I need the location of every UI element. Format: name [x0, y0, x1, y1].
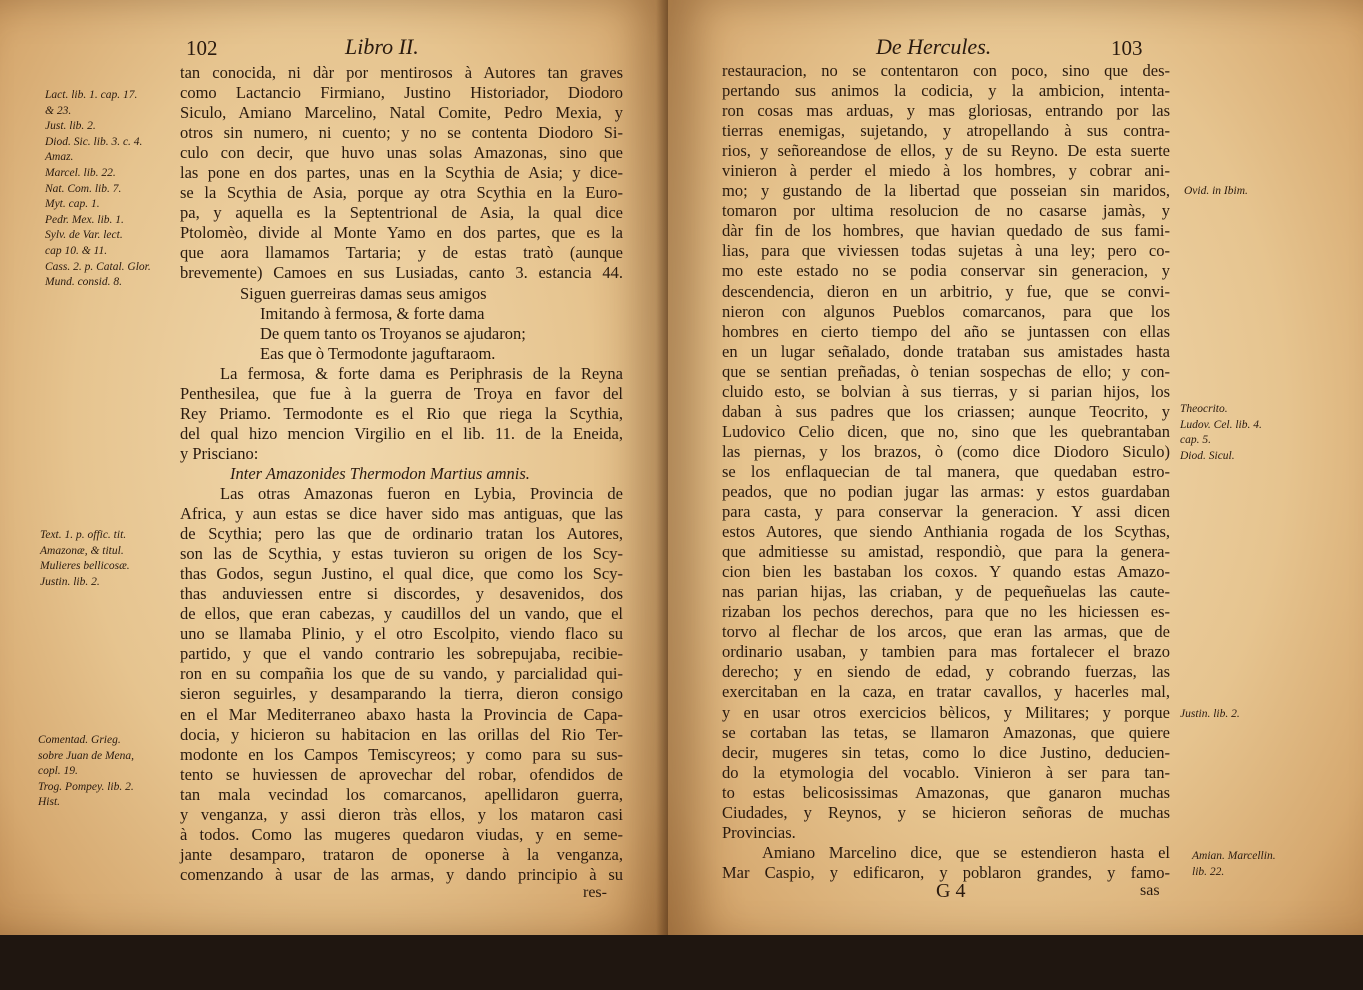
text-line: cap 10. & 11. [45, 244, 108, 257]
running-head: De Hercules. [876, 34, 992, 59]
text-line: Diod. Sic. lib. 3. c. 4. [45, 135, 143, 148]
text-line: Hist. [38, 796, 61, 809]
text-line: & 23. [45, 104, 72, 117]
text-line: mo; y gustando de la libertad que posseian sin maridos, [722, 181, 1170, 201]
signature-mark: G 4 [936, 880, 966, 902]
text-line: rizaban los pechos derechos, para que no les hiciessen es- [722, 602, 1170, 622]
text-line: Just. lib. 2. [45, 120, 96, 133]
text-line: se los enflaquecian de tal manera, que quedaban estro- [722, 461, 1170, 481]
text-line: Mulieres bellicosæ. [40, 560, 130, 573]
text-line: Amian. Marcellin. [1192, 850, 1276, 862]
text-line: y Prisciano: [180, 443, 259, 463]
text-line: Provincias. [722, 822, 796, 842]
text-line: thas anduviessen entre si discordes, y desavenidos, dos [180, 584, 623, 604]
text-line: las pone en dos partes, unas en la Scythia de Asia; y dice- [180, 163, 623, 183]
text-line: estos Autores, que siendo Anthiania rogada de los Scythas, [722, 522, 1170, 542]
text-line: se la Scythia de Asia, porque ay otra Scythia en la Euro- [180, 183, 623, 203]
text-line: tierras enemigas, sujetando, y atropellando à sus contra- [722, 121, 1170, 141]
text-line: jante desamparo, trataron de oponerse à la venganza, [180, 844, 623, 864]
text-line: culo con decir, que huvo unas solas Amazonas, sino que [180, 143, 623, 163]
text-line: nas parian hijas, las criaban, y de pequeñuelas las caute- [722, 582, 1170, 602]
text-line: Pedr. Mex. lib. 1. [45, 213, 124, 226]
text-line: Imitando à fermosa, & forte dama [260, 303, 485, 323]
text-line: que aora llamamos Tartaria; y de estas tratò (aunque [180, 243, 623, 263]
text-line: las piernas, y los brazos, ò (como dice Diodoro Siculo) [722, 441, 1170, 461]
text-line: Siculo, Amiano Marcelino, Natal Comite, Pedro Mexia, y [180, 103, 623, 123]
running-head: Libro II. [345, 34, 419, 59]
text-line: tomaron por ultima resolucion de no casarse jamàs, y [722, 201, 1170, 221]
margin-note [38, 733, 134, 811]
text-line: en el Mar Mediterraneo abaxo hasta la Provincia de Capa- [180, 704, 623, 724]
text-line: pa, y aquella es la Septentrional de Asia, la qual dice [180, 203, 623, 223]
text-line: Mar Caspio, y edificaron, y poblaron grandes, y famo- [722, 862, 1170, 882]
text-line: Las otras Amazonas fueron en Lybia, Provincia de [220, 483, 623, 503]
margin-note [1180, 402, 1262, 464]
text-line: dàr fin de los hombres, que havian quedado de sus fami- [722, 221, 1170, 241]
text-line: cluido esto, se bolvian à sus tierras, y si parian hijos, los [722, 381, 1170, 401]
text-line: Rey Priamo. Termodonte es el Rio que riega la Scythia, [180, 403, 623, 423]
text-line: vinieron à perder el miedo à los hombres, y cobrar ani- [722, 161, 1170, 181]
text-line: pertando sus animos la codicia, y la ambicion, intenta- [722, 81, 1170, 101]
text-line: Amaz. [45, 151, 74, 164]
text-line: Lact. lib. 1. cap. 17. [45, 89, 138, 101]
text-line: Siguen guerreiras damas seus amigos [240, 283, 487, 303]
text-line: Ludovico Celio dicen, que no, sino que les quebrantaban [722, 421, 1170, 441]
text-line: tan conocida, ni dàr por mentirosos à Autores tan graves [180, 63, 623, 82]
text-line: ordinario usaban, y tambien para mas fortalecer el brazo [722, 642, 1170, 662]
text-line: se cortaban las tetas, se llamaron Amazonas, que quiere [722, 722, 1170, 742]
text-line: Marcel. lib. 22. [45, 166, 116, 179]
text-line: hombres en cierto tiempo del año se juntassen con ellas [722, 321, 1170, 341]
text-line: copl. 19. [38, 765, 78, 778]
text-line: De quem tanto os Troyanos se ajudaron; [260, 323, 526, 343]
text-line: Ptolomèo, divide al Monte Yamo en dos partes, que es la [180, 223, 623, 243]
page-number: 102 [186, 36, 218, 60]
margin-note [1180, 707, 1240, 723]
text-line: brevemente) Camoes en sus Lusiadas, canto 3. estancia 44. [180, 263, 623, 283]
text-line: mo este estado no se podia conservar sin generacion, y [722, 261, 1170, 281]
text-line: sieron seguirles, y desamparando la tierra, dieron consigo [180, 684, 623, 704]
text-line: Inter Amazonides Thermodon Martius amnis. [230, 463, 530, 483]
text-line: para casta, y para conservar la generacion. Y assi dicen [722, 502, 1170, 522]
text-line: Ludov. Cel. lib. 4. [1180, 418, 1262, 431]
text-line: peados, que no podian jugar las armas: y estos guardaban [722, 481, 1170, 501]
margin-note [40, 528, 130, 590]
text-line: rios, y señoreandose de ellos, y de su Reyno. De esta suerte [722, 141, 1170, 161]
text-line: y venganza, y assi dieron tràs ellos, y los mataron casi [180, 804, 623, 824]
body-text [180, 63, 623, 885]
text-line: que se sentian preñadas, ò tenian sospechas de ello; y con- [722, 361, 1170, 381]
text-line: tento se huviessen de aprovechar del robar, ofendidos de [180, 764, 623, 784]
text-line: La fermosa, & forte dama es Periphrasis de la Reyna [220, 363, 623, 383]
text-line: sobre Juan de Mena, [38, 749, 135, 762]
text-line: do la etymologia del vocablo. Vinieron à ser para tan- [722, 762, 1170, 782]
text-line: decir, mugeres sin tetas, como lo dice Justino, deducien- [722, 742, 1170, 762]
text-line: Cass. 2. p. Catal. Glor. [45, 260, 151, 273]
text-line: ron cosas mas arduas, y mas gloriosas, entrando por las [722, 101, 1170, 121]
text-line: docia, y hicieron su habitacion en las orillas del Rio Ter- [180, 724, 623, 744]
text-line: Trog. Pompey. lib. 2. [38, 780, 134, 793]
text-line: que admitiesse su amistad, respondiò, que para la genera- [722, 542, 1170, 562]
text-line: lias, para que viviessen todas sujetas à una ley; pero co- [722, 241, 1170, 261]
text-line: Diod. Sicul. [1180, 449, 1235, 462]
text-line: ron en su compañia los que de su vando, y parcialidad qui- [180, 664, 623, 684]
text-line: como Lactancio Firmiano, Justino Historiador, Diodoro [180, 83, 623, 103]
text-line: Theocrito. [1180, 403, 1228, 415]
text-line: cion bien les bastaban los coxos. Y quando estas Amazo- [722, 562, 1170, 582]
right-page [668, 0, 1363, 945]
text-line: Myt. cap. 1. [45, 198, 100, 211]
text-line: derecho; y en siendo de edad, y cobrando fuerzas, las [722, 662, 1170, 682]
text-line: Justin. lib. 2. [40, 575, 100, 588]
text-line: Ciudades, y Reynos, y se hicieron señoras de muchas [722, 802, 1170, 822]
left-page [0, 0, 668, 938]
text-line: Eas que ò Termodonte jaguftaraom. [260, 343, 496, 363]
text-line: en un lugar señalado, donde trataban sus amistades hasta [722, 341, 1170, 361]
text-line: descendencia, dieron en un arbitrio, y fue, que se convi- [722, 281, 1170, 301]
page-number: 103 [1111, 36, 1143, 60]
text-line: Mund. consid. 8. [45, 276, 122, 289]
text-line: comenzando à usar de las armas, y dando principio à su [180, 864, 623, 884]
text-line: partido, y que el vando contrario les sobrepujaba, recibie- [180, 644, 623, 664]
text-line: cap. 5. [1180, 434, 1211, 447]
text-line: Comentad. Grieg. [38, 734, 121, 746]
text-line: restauracion, no se contentaron con poco, sino que des- [722, 61, 1170, 80]
catchword: sas [1140, 882, 1160, 899]
text-line: uno se llamaba Plinio, y el otro Escolpito, viendo flaco su [180, 624, 623, 644]
text-line: daban à sus padres que los criassen; aunque Teocrito, y [722, 401, 1170, 421]
catchword: res- [583, 884, 607, 901]
text-line: Penthesilea, que fue à la guerra de Troya en favor del [180, 383, 623, 403]
margin-note [1184, 184, 1248, 200]
margin-note [1192, 849, 1276, 880]
text-line: Sylv. de Var. lect. [45, 229, 123, 242]
text-line: Justin. lib. 2. [1180, 708, 1240, 720]
book-edge [0, 935, 1363, 990]
margin-note [45, 88, 151, 291]
text-line: exercitaban en la caza, en tratar cavallos, y hacerles mal, [722, 682, 1170, 702]
text-line: del qual hizo mencion Virgilio en el lib. 11. de la Eneida, [180, 423, 623, 443]
text-line: Africa, y aun estas se dice haver sido mas antiguas, que las [180, 504, 623, 524]
text-line: thas Godos, segun Justino, el qual dice, que como los Scy- [180, 564, 623, 584]
text-line: de ellos, que eran cabezas, y caudillos del un vando, que el [180, 604, 623, 624]
text-line: to estas belicosissimas Amazonas, que ganaron muchas [722, 782, 1170, 802]
text-line: lib. 22. [1192, 865, 1225, 878]
text-line: tan mala vecindad los comarcanos, apellidaron guerra, [180, 784, 623, 804]
text-line: Nat. Com. lib. 7. [45, 182, 122, 195]
text-line: Amiano Marcelino dice, que se estendieron hasta el [762, 842, 1170, 862]
text-line: otros sin numero, ni cuento; y no se contenta Diodoro Si- [180, 123, 623, 143]
text-line: torvo al flechar de los arcos, que eran las armas, que de [722, 622, 1170, 642]
text-line: modonte en los Campos Temiscyreos; y como para su sus- [180, 744, 623, 764]
text-line: y en usar otros exercicios bèlicos, y Militares; y porque [722, 702, 1170, 722]
text-line: Amazonæ, & titul. [40, 544, 124, 557]
text-line: nieron con algunos Pueblos comarcanos, para que los [722, 301, 1170, 321]
text-line: Ovid. in Ibim. [1184, 185, 1248, 197]
text-line: à todos. Como las mugeres quedaron viudas, y en seme- [180, 824, 623, 844]
text-line: Text. 1. p. offic. tit. [40, 529, 127, 541]
text-line: de Scythia; pero las que de ordinario tratan los Autores, [180, 524, 623, 544]
body-text [722, 61, 1170, 883]
text-line: son las de Scythia, y estas tuvieron su origen de los Scy- [180, 544, 623, 564]
